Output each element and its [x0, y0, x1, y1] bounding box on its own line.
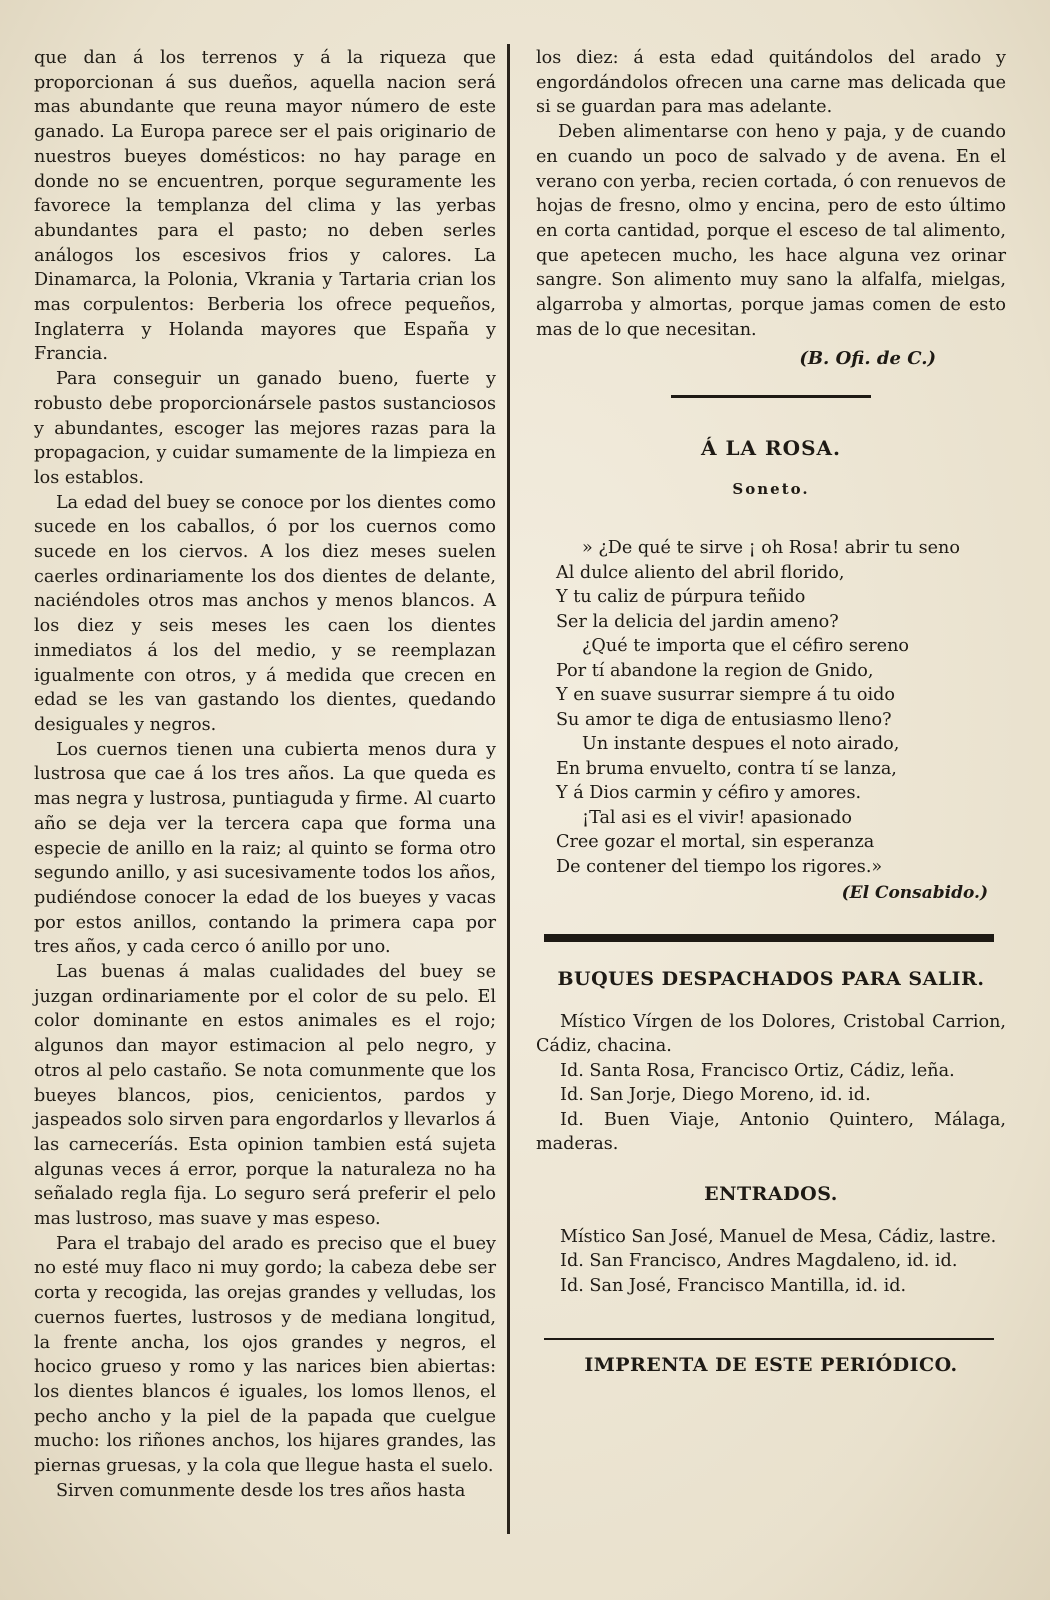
poem-title: Á LA ROSA.	[701, 436, 841, 461]
poem-line: Y en suave susurrar siempre á tu oido	[556, 685, 895, 706]
poem	[556, 536, 1006, 906]
poem-line: » ¿De qué te sirve ¡ oh Rosa! abrir tu seno	[582, 538, 960, 559]
departed-ships-title: BUQUES DESPACHADOS PARA SALIR.	[557, 967, 985, 990]
poem-subtitle: Soneto.	[732, 480, 810, 499]
poem-line: En bruma envuelto, contra tí se lanza,	[556, 758, 897, 779]
ship-entry: Id. Buen Viaje, Antonio Quintero, Málaga, maderas.	[536, 1109, 1006, 1155]
article-paragraph: Para el trabajo del arado es preciso que el buey no esté muy flaco ni muy gordo; la cabeza debe ser corta y recogida, las orejas grandes y velludas, los cuernos fuertes, lustrosos y de mediana longitud, la frente ancha, los ojos grandes y negros, el hocico grueso y romo y las narices bien abiertas: los dientes blancos é iguales, los lomos llenos, el pecho ancho y la piel de la papada que cuelgue mucho: los riñones anchos, los hijares grandes, las piernas gruesas, y la cola que llegue hasta el suelo.	[34, 1233, 496, 1477]
imprint-line: IMPRENTA DE ESTE PERIÓDICO.	[584, 1354, 958, 1377]
left-column	[34, 46, 496, 1503]
article-paragraph: Las buenas á malas cualidades del buey se juzgan ordinariamente por el color de su pelo. El color dominante en estos animales es el rojo; algunos dan mayor estimacion al pelo negro, y otros al pelo castaño. Se nota comunmente que los bueyes blancos, pios, cenicientos, pardos y jaspeados solo sirven para engordarlos y llevarlos á las carneceríás. Esta opinion tambien está sujeta algunas veces á error, porque la naturaleza no ha señalado regla fija. Lo seguro será preferir el pelo mas lustroso, mas suave y mas espeso.	[34, 962, 497, 1230]
poem-line: Y á Dios carmin y céfiro y amores.	[556, 783, 862, 804]
article-paragraph: Para conseguir un ganado bueno, fuerte y robusto debe proporcionársele pastos sustanciosos y abundantes, escoger las mejores razas para la propagacion, y cuidar sumamente de la limpieza en los establos.	[34, 369, 496, 488]
poem-line: ¡Tal asi es el vivir! apasionado	[582, 807, 852, 828]
ship-entry: Místico Vírgen de los Dolores, Cristobal Carrion, Cádiz, chacina.	[536, 1011, 1006, 1057]
ship-entry: Id. San Francisco, Andres Magdaleno, id. id.	[560, 1251, 958, 1272]
right-column	[536, 46, 1006, 1376]
poem-line: Al dulce aliento del abril florido,	[556, 562, 845, 583]
poem-line: Ser la delicia del jardin ameno?	[556, 611, 839, 632]
ship-entry: Id. Santa Rosa, Francisco Ortiz, Cádiz, leña.	[560, 1060, 955, 1081]
ship-entry: Id. San José, Francisco Mantilla, id. id.	[560, 1275, 907, 1296]
article-paragraph: los diez: á esta edad quitándolos del arado y engordándolos ofrecen una carne mas delicada que si se guardan para mas adelante.	[536, 48, 1006, 118]
article-paragraph: Sirven comunmente desde los tres años hasta	[56, 1480, 466, 1501]
article-signature: (B. Ofi. de C.)	[799, 348, 936, 370]
poem-line: Cree gozar el mortal, sin esperanza	[556, 832, 875, 853]
column-divider	[507, 44, 510, 1534]
section-rule	[671, 395, 871, 398]
article-paragraph: Deben alimentarse con heno y paja, y de cuando en cuando un poco de salvado y de avena. En el verano con yerba, recien cortada, ó con renuevos de hojas de fresno, olmo y encina, pero de esto último en corta cantidad, porque el esceso de tal alimento, que apetecen mucho, les hace alguna vez orinar sangre. Son alimento muy sano la alfalfa, mielgas, algarroba y almortas, porque jamas comen de esto mas de lo que necesitan.	[536, 122, 1006, 340]
article-paragraph: La edad del buey se conoce por los dientes como sucede en los caballos, ó por los cuernos como sucede en los ciervos. A los diez meses suelen caerles ordinariamente los dos dientes de delante, naciéndoles otros mas anchos y menos blancos. A los diez y seis meses les caen los dientes inmediatos á los del medio, y se reemplazan igualmente con otros, y á medida que crecen en edad se les van gastando los dientes, quedando desiguales y negros.	[34, 492, 496, 735]
article-paragraph: Los cuernos tienen una cubierta menos dura y lustrosa que cae á los tres años. La que queda es mas negra y lustrosa, puntiaguda y firme. Al cuarto año se deja ver la tercera capa que forma una especie de anillo en la raiz; al quinto se forma otro segundo anillo, y asi sucesivamente todos los años, pudiéndose conocer la edad de los bueyes y vacas por estos anillos, contando la primera capa por tres años, y cada cerco ó anillo por uno.	[34, 739, 496, 958]
poem-line: Y tu caliz de púrpura teñido	[556, 587, 806, 608]
arrived-ships-title: ENTRADOS.	[704, 1182, 838, 1205]
poem-line: Un instante despues el noto airado,	[582, 734, 900, 755]
footer-rule	[544, 1338, 994, 1340]
poem-line: Por tí abandone la region de Gnido,	[556, 660, 874, 681]
departed-ships-list	[536, 1010, 1006, 1157]
poem-line: De contener del tiempo los rigores.»	[556, 856, 883, 877]
arrived-ships-list	[536, 1225, 1006, 1299]
article-paragraph: que dan á los terrenos y á la riqueza que proporcionan á sus dueños, aquella nacion será mas abundante que reuna mayor número de este ganado. La Europa parece ser el pais originario de nuestros bueyes domésticos: no hay parage en donde no se encuentren, porque seguramente les favorece la templanza del clima y las yerbas abundantes para el pasto; no deben serles análogos los escesivos frios y calores. La Dinamarca, la Polonia, Vkrania y Tartaria crian los mas corpulentos: Berberia los ofrece pequeños, Inglaterra y Holanda mayores que España y Francia.	[34, 48, 496, 365]
poem-line: Su amor te diga de entusiasmo lleno?	[556, 709, 892, 730]
section-rule-thick	[544, 934, 994, 942]
poem-author: (El Consabido.)	[841, 883, 988, 904]
ship-entry: Id. San Jorje, Diego Moreno, id. id.	[560, 1085, 871, 1106]
ship-entry: Místico San José, Manuel de Mesa, Cádiz, lastre.	[560, 1226, 997, 1247]
poem-line: ¿Qué te importa que el céfiro sereno	[582, 636, 910, 657]
